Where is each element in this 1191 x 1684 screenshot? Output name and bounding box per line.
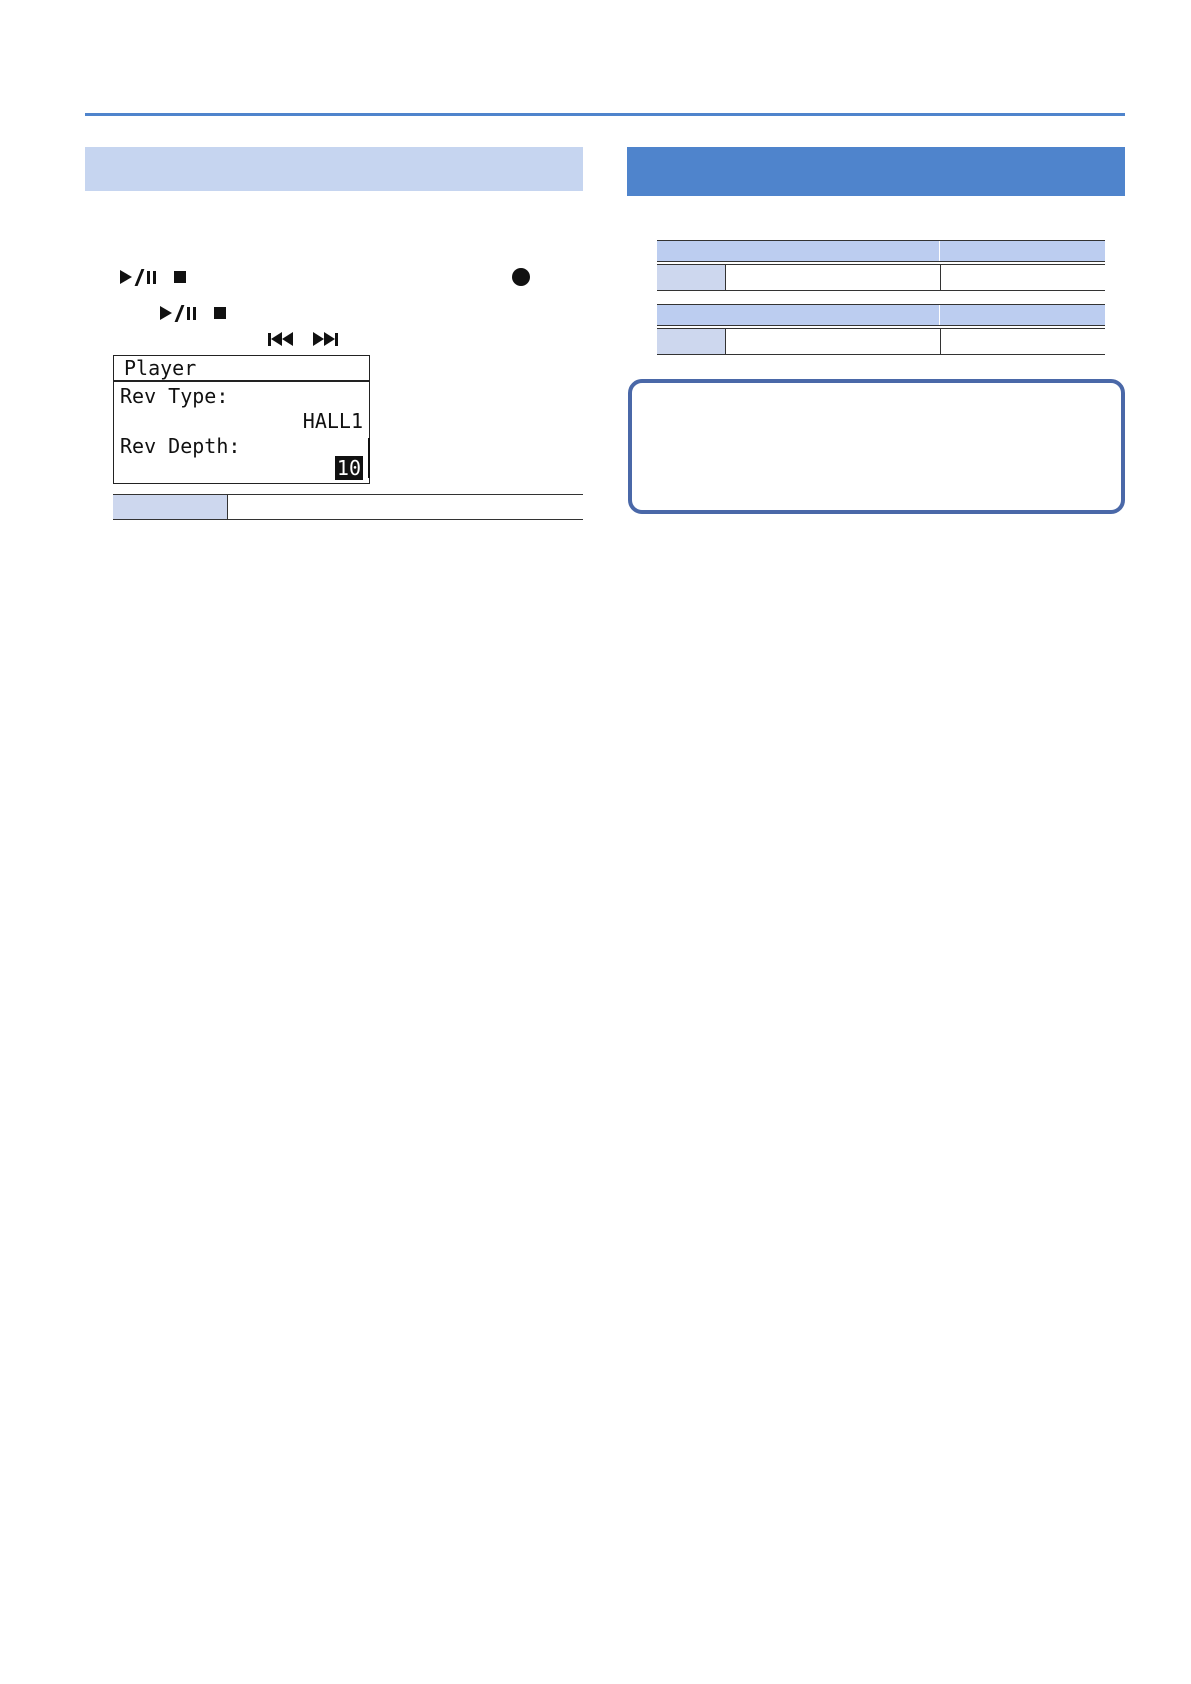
section-header-right: [627, 147, 1125, 196]
parameter-table-value: [228, 495, 583, 519]
lcd-title-divider: [114, 380, 369, 382]
spec-table-1-row: [657, 264, 1105, 290]
memo-box: [628, 379, 1125, 514]
lcd-scrollbar: [368, 438, 371, 478]
step-1-icons: [120, 266, 530, 288]
spec-table-2-header: [657, 304, 1105, 326]
record-icon: [512, 268, 530, 286]
spec-table-2: [657, 304, 1105, 355]
lcd-rev-type-label: Rev Type:: [120, 384, 229, 408]
lcd-rev-depth-value: 10: [336, 456, 361, 480]
top-rule: [85, 113, 1125, 116]
spec-table-1: [657, 240, 1105, 291]
play-pause-icon: [160, 305, 196, 322]
lcd-screen: [113, 355, 370, 484]
lcd-rev-depth-label: Rev Depth:: [120, 434, 241, 458]
spec-table-2-row: [657, 328, 1105, 354]
section-header-left: [85, 147, 583, 191]
skip-back-icon: [268, 332, 293, 346]
play-pause-icon: [120, 269, 156, 286]
lcd-rev-type-value: HALL1: [302, 409, 363, 433]
spec-table-1-header: [657, 240, 1105, 262]
parameter-table-head: [113, 495, 228, 519]
stop-icon: [214, 307, 226, 319]
stop-icon: [174, 271, 186, 283]
parameter-table: [113, 494, 583, 520]
step-2-icons: [160, 302, 226, 324]
lcd-title: Player: [124, 356, 197, 380]
skip-forward-icon: [313, 332, 338, 346]
step-3-icons: [268, 328, 338, 350]
